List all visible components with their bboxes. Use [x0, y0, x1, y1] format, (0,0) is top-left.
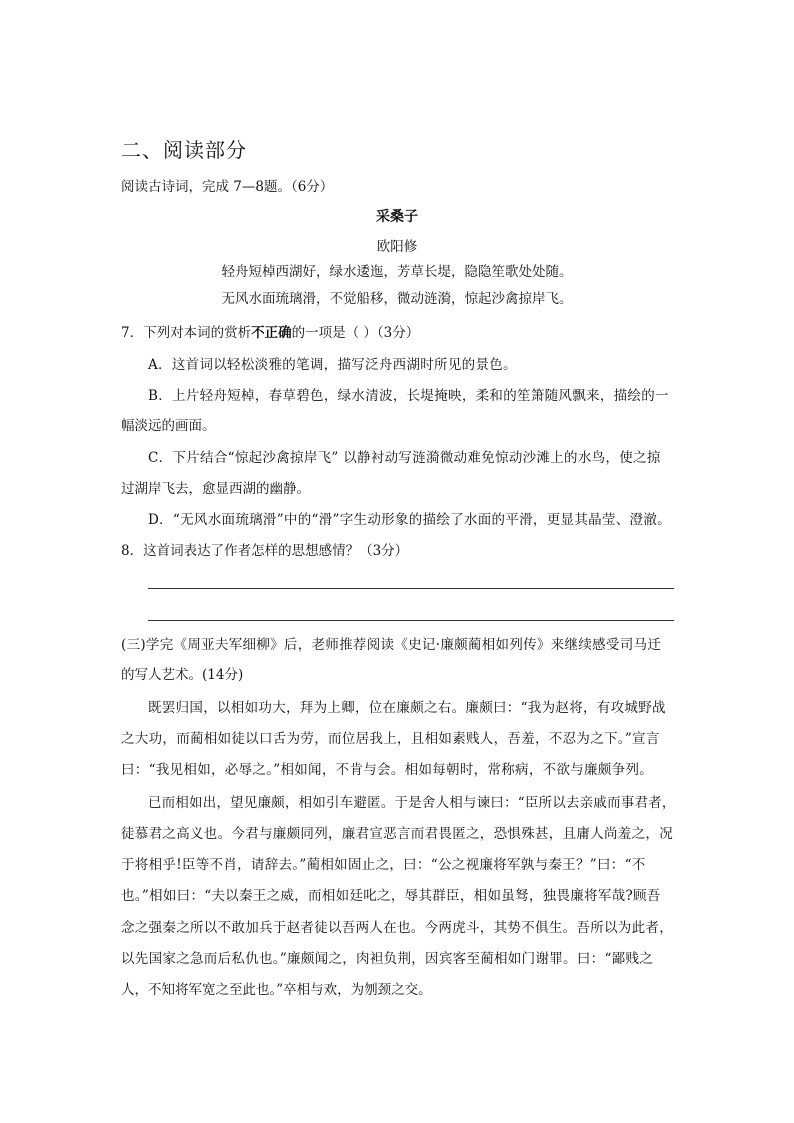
poem-line-2: 无风水面琉璃滑，不觉船移，微动涟漪，惊起沙禽掠岸飞。 — [221, 291, 573, 307]
q7-option-b-line1: B．上片轻舟短棹，春草碧色，绿水清波，长堤掩映，柔和的笙箫随风飘来，描绘的一 — [148, 388, 669, 404]
q7-option-c-line2: 过湖岸飞去，愈显西湖的幽静。 — [121, 481, 310, 497]
section-title: 二、阅读部分 — [121, 138, 247, 162]
q7-stem-emphasis: 不正确 — [251, 325, 292, 341]
passage-p1-line1: 既罢归国，以相如功大，拜为上卿，位在廉颇之右。廉颇曰：“我为赵将，有攻城野战 — [148, 700, 666, 716]
passage-p2-line3: 于将相乎!臣等不肖，请辞去。”蔺相如固止之，曰：“公之视廉将军孰与秦王？”曰：“不 — [121, 857, 646, 873]
q7-stem-pre: 7．下列对本词的赏析 — [121, 325, 252, 341]
q7-option-d: D．“无风水面琉璃滑”中的“滑”字生动形象的描绘了水面的平滑，更显其晶莹、澄澈。 — [148, 512, 671, 528]
q7-option-c-line1: C．下片结合“惊起沙禽掠岸飞” 以静衬动写涟漪微动难免惊动沙滩上的水鸟，使之掠 — [148, 450, 661, 466]
part3-intro-line2: 的写人艺术。(14分) — [121, 667, 244, 683]
poem-line-1: 轻舟短棹西湖好，绿水逶迤，芳草长堤，隐隐笙歌处处随。 — [221, 264, 573, 280]
question-8-stem: 8．这首词表达了作者怎样的思想感情？（3分） — [121, 543, 409, 559]
passage-p1-line2: 之大功，而蔺相如徒以口舌为劳，而位居我上，且相如素贱人，吾羞，不忍为之下。”宣言 — [121, 731, 660, 747]
answer-line-1[interactable] — [148, 588, 674, 589]
q7-option-b-line2: 幅淡远的画面。 — [121, 418, 216, 434]
q7-option-a: A．这首词以轻松淡雅的笔调，描写泛舟西湖时所见的景色。 — [148, 357, 517, 373]
passage-p2-line5: 念之强秦之所以不敢加兵于赵者徒以吾两人在也。今两虎斗，其势不俱生。吾所以为此者， — [121, 920, 673, 936]
passage-p2-line4: 也。”相如曰：“夫以秦王之威，而相如廷叱之，辱其群臣，相如虽驽，独畏廉将军哉?顾吾 — [121, 888, 661, 904]
passage-p1-line3: 曰：“我见相如，必辱之。”相如闻，不肯与会。相如每朝时，常称病，不欲与廉颇争列。 — [121, 762, 654, 778]
answer-line-2[interactable] — [148, 620, 674, 621]
question-7-stem — [121, 323, 419, 343]
passage-p2-line6: 以先国家之急而后私仇也。”廉颇闻之，肉袒负荆，因宾客至蔺相如门谢罪。曰：“鄙贱之 — [121, 951, 654, 967]
poem-author: 欧阳修 — [376, 239, 418, 255]
q7-stem-post: 的一项是（ ）（3分） — [291, 325, 420, 341]
passage-p2-line7: 人，不知将军宽之至此也。”卒相与欢，为刎颈之交。 — [121, 982, 432, 998]
poem-title: 采桑子 — [376, 209, 418, 225]
part3-intro-line1: (三)学完《周亚夫军细柳》后，老师推荐阅读《史记·廉颇蔺相如列传》来继续感受司马迁 — [121, 637, 662, 653]
passage-p2-line1: 已而相如出，望见廉颇，相如引车避匿。于是舍人相与谏曰：“臣所以去亲戚而事君者， — [148, 795, 676, 811]
poem-instruction: 阅读古诗词，完成 7—8题。（6分） — [121, 179, 334, 195]
passage-p2-line2: 徒慕君之高义也。今君与廉颇同列，廉君宣恶言而君畏匿之，恐惧殊甚，且庸人尚羞之，况 — [121, 826, 673, 842]
